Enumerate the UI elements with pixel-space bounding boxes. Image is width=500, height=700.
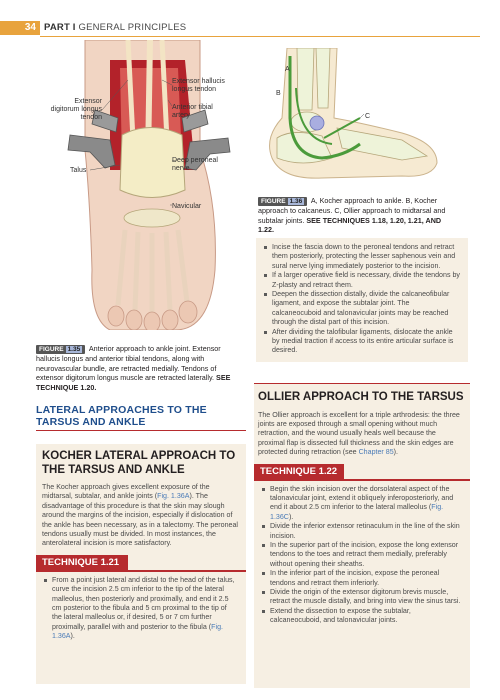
continuation-list — [260, 243, 460, 356]
fig-reference-link[interactable]: Fig. 1.36C — [270, 503, 444, 521]
list-item: Extend the dissection to expose the subtalar, calcaneocuboid, and talonavicular joints. — [258, 607, 462, 626]
foot-lateral-drawing — [252, 48, 444, 188]
part-number: PART I — [44, 22, 76, 33]
chapter-reference-link[interactable]: Chapter 85 — [358, 448, 394, 457]
list-item: Divide the origin of the extensor digitorum brevis muscle, retract the muscle distally, and bring into view the sinus tarsi. — [258, 588, 462, 607]
running-header — [44, 22, 186, 33]
list-item: If a larger operative field is necessary, divide the tendons by Z-plasty and retract them. — [260, 271, 460, 290]
technique-1-22-header: TECHNIQUE 1.22 — [254, 464, 344, 479]
ollier-box — [254, 383, 470, 688]
technique-continuation-box — [256, 238, 468, 362]
kocher-text: The Kocher approach gives excellent exposure of the midtarsal, subtalar, and ankle joints (Fig. 1.36A). The disadvantage of this procedure is that the skin may slough around the margins of the incision, especially if dislocation of the ankle has been necessary, as in a talectomy. The peroneal tendons usually must be divided. In most instances, the anterolateral incision is more satisfactory. — [42, 483, 238, 548]
ollier-heading: OLLIER APPROACH TO THE TARSUS — [258, 391, 464, 403]
label-extensor-hallucis-longus: Extensor hallucis longus tendon — [172, 78, 225, 93]
figure-tag: FIGURE 1.36 — [258, 197, 307, 206]
label-c: C — [365, 113, 371, 120]
figure-tag: FIGURE 1.35 — [36, 345, 85, 354]
label-deep-peroneal-nerve: Deep peroneal nerve — [172, 157, 218, 172]
list-item: Incise the fascia down to the peroneal tendons and retract them posteriorly, protecting the lesser saphenous vein and sural nerve lying immediately posterior to the incision. — [260, 243, 460, 271]
list-item: Deepen the dissection distally, divide the calcaneofibular ligament, and expose the subtalar joint. The calcaneocuboid and talonavicular joints may be reached through the distal part of this incision. — [260, 290, 460, 328]
label-b: B — [276, 90, 281, 97]
section-title: LATERAL APPROACHES TO THE TARSUS AND ANKLE — [36, 404, 207, 428]
figure-1-36-caption: FIGURE 1.36 A, Kocher approach to ankle. B, Kocher approach to calcaneus. C, Ollier approach to midtarsal and subtalar joints. SEE TECHNIQUES 1.18, 1.20, 1.21, AND 1.22. — [258, 196, 446, 235]
header-rule — [40, 36, 480, 37]
kocher-box — [36, 444, 246, 684]
technique-1-22-list — [254, 481, 470, 626]
technique-1-21-header: TECHNIQUE 1.21 — [36, 555, 128, 570]
list-item: Divide the inferior extensor retinaculum in the line of the skin incision. — [258, 522, 462, 541]
fig-reference-link[interactable]: Fig. 1.36A — [52, 622, 223, 641]
fig-reference-link[interactable]: Fig. 1.36A — [157, 492, 190, 501]
list-item: In the inferior part of the incision, expose the peroneal tendons and retract them inferiorly. — [258, 569, 462, 588]
list-item: After dividing the talofibular ligaments, dislocate the ankle by medial traction if access to its entire articular surface is desired. — [260, 328, 460, 356]
label-navicular: Navicular — [172, 203, 202, 210]
list-item: In the superior part of the incision, expose the long extensor tendons to the toes and retract them medially, preferably without opening their sheaths. — [258, 541, 462, 569]
figure-1-35-caption: FIGURE 1.35 Anterior approach to ankle joint. Extensor hallucis longus and anterior tibial tendons, along with neurovascular bundle, are retracted medially. Tendons of extensor digitorum longus muscle are retracted laterally. SEE TECHNIQUE 1.20. — [36, 344, 231, 392]
kocher-heading: KOCHER LATERAL APPROACH TO THE TARSUS AND ANKLE — [42, 450, 236, 476]
section-rule — [36, 430, 246, 431]
ollier-text: The Ollier approach is excellent for a triple arthrodesis: the three joints are exposed through a small opening without much retraction, and the wound usually heals well because the proximal flap is dissected full thickness and the skin edges are protected during retraction (see Chapter 85). — [258, 410, 460, 457]
figure-1-36-illustration — [252, 48, 444, 188]
label-anterior-tibial-artery: Anterior tibial artery — [172, 104, 213, 119]
label-talus: Talus — [70, 167, 87, 174]
label-a: A — [285, 66, 290, 73]
page-number: 34 — [0, 21, 40, 35]
label-extensor-digitorum-longus: Extensor digitorum longus tendon — [50, 98, 102, 121]
list-item: Begin the skin incision over the dorsolateral aspect of the talonavicular joint, extend it obliquely inferoposteriorly, and end it about 2.5 cm inferior to the lateral malleolus (Fig. 1.36C). — [258, 485, 462, 523]
list-item: From a point just lateral and distal to the head of the talus, curve the incision 2.5 cm inferior to the tip of the lateral malleolus, then posteriorly and proximally, and end it 2.5 cm posterior to the fibula and 5 cm proximal to the tip of the lateral malleolus or, if desired, 5 or 7 cm further proximally, parallel with and posterior to the fibula (Fig. 1.36A). — [40, 576, 238, 642]
technique-1-21-list — [36, 572, 246, 642]
part-title: GENERAL PRINCIPLES — [78, 22, 187, 33]
